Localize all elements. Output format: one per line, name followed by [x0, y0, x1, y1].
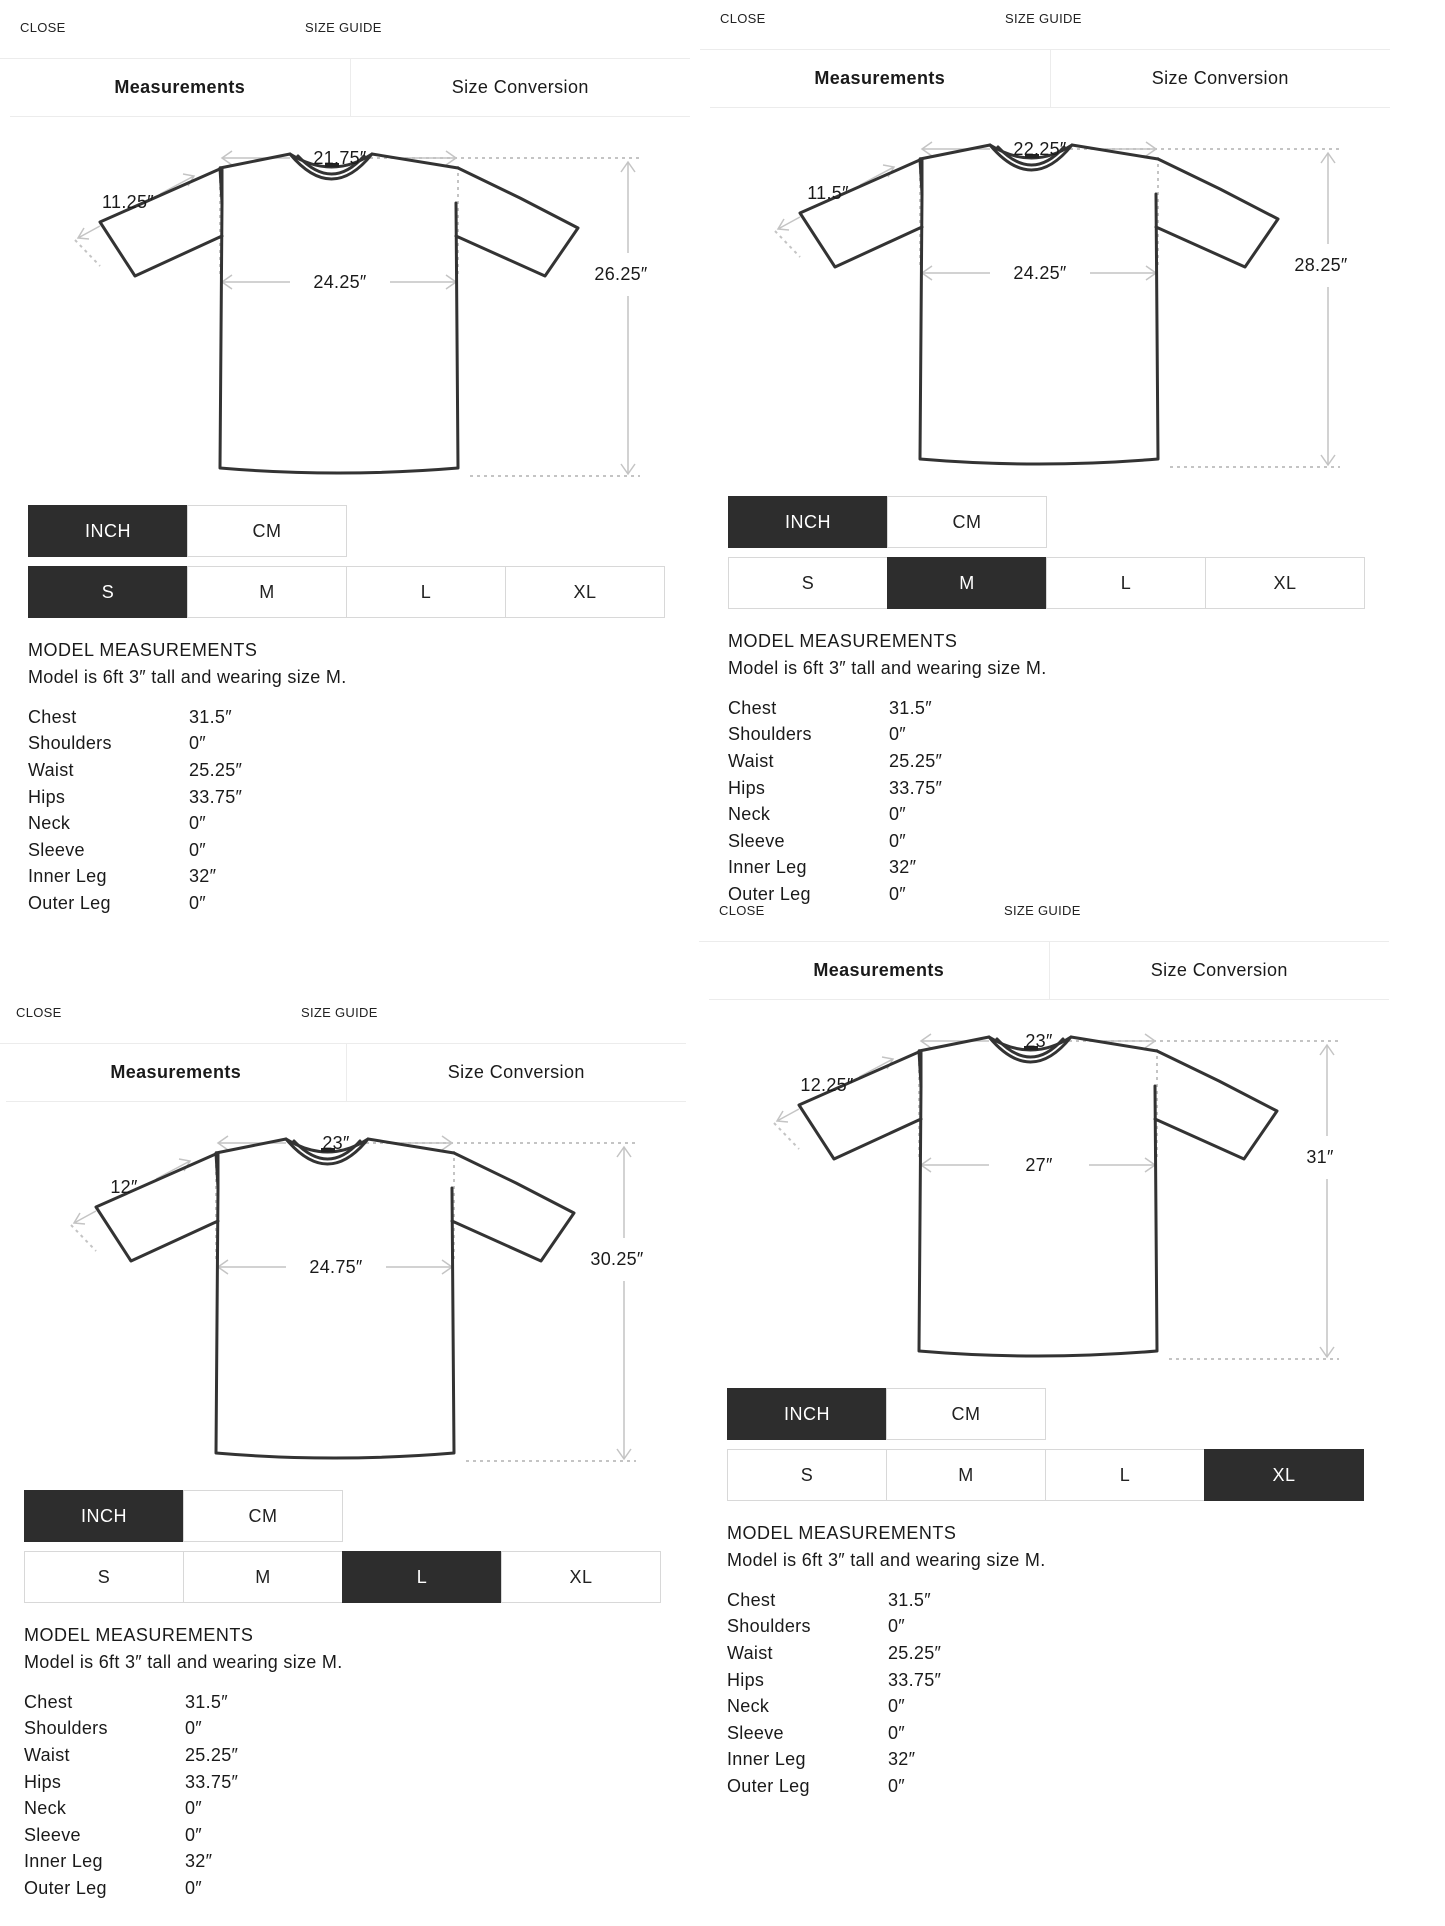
measurement-value: 0″ [888, 1722, 905, 1743]
size-m-button[interactable]: M [886, 1449, 1046, 1501]
measurement-value: 33.75″ [888, 1669, 942, 1690]
measurement-row [727, 1720, 1327, 1747]
measurement-value: 0″ [889, 883, 906, 904]
measurement-label: Hips [24, 1771, 62, 1792]
size-xl-button[interactable]: XL [1204, 1449, 1364, 1501]
measurement-label: Chest [28, 706, 77, 727]
unit-toggle [728, 496, 1047, 548]
chest-measurement: 24.75″ [309, 1257, 363, 1277]
measurement-value: 0″ [889, 724, 906, 745]
size-guide-title: SIZE GUIDE [305, 20, 382, 35]
size-xl-button[interactable]: XL [505, 566, 665, 618]
model-description: Model is 6ft 3″ tall and wearing size M. [728, 658, 1047, 678]
measurement-value: 0″ [185, 1718, 202, 1739]
measurement-row [28, 757, 628, 784]
size-guide-header [700, 0, 1390, 50]
size-l-button[interactable]: L [1045, 1449, 1205, 1501]
measurement-row [728, 722, 1328, 749]
measurement-label: Hips [728, 777, 766, 798]
close-button[interactable]: CLOSE [719, 903, 765, 918]
model-measurements-title: MODEL MEASUREMENTS [727, 1523, 957, 1543]
sleeve-measurement: 12″ [110, 1177, 138, 1197]
length-measurement: 26.25″ [594, 264, 648, 284]
size-s-button[interactable]: S [728, 557, 888, 609]
measurement-label: Inner Leg [24, 1851, 103, 1872]
garment-diagram [700, 109, 1390, 479]
tshirt-outline-icon [700, 109, 1390, 479]
chest-measurement: 27″ [1025, 1155, 1053, 1175]
model-measurements-table [727, 1587, 1327, 1800]
measurement-row [28, 837, 628, 864]
measurement-value: 32″ [888, 1749, 916, 1770]
measurement-label: Outer Leg [728, 883, 811, 904]
measurement-value: 0″ [889, 830, 906, 851]
measurement-value: 31.5″ [185, 1691, 228, 1712]
unit-inch-button[interactable]: INCH [728, 496, 888, 548]
unit-toggle [28, 505, 347, 557]
size-guide-header [0, 985, 686, 1044]
size-selector [728, 557, 1365, 609]
model-description: Model is 6ft 3″ tall and wearing size M. [24, 1652, 343, 1672]
measurement-label: Inner Leg [728, 857, 807, 878]
shoulder-measurement: 21.75″ [313, 148, 367, 168]
chest-measurement: 24.25″ [1013, 263, 1067, 283]
measurement-value: 0″ [189, 813, 206, 834]
tab-size-conversion[interactable]: Size Conversion [1049, 941, 1390, 999]
measurement-label: Hips [28, 786, 66, 807]
unit-cm-button[interactable]: CM [887, 496, 1047, 548]
measurement-row [727, 1614, 1327, 1641]
measurement-row [728, 748, 1328, 775]
measurement-label: Outer Leg [28, 892, 111, 913]
measurement-row [727, 1667, 1327, 1694]
measurement-value: 0″ [888, 1616, 905, 1637]
length-measurement: 28.25″ [1294, 255, 1348, 275]
measurement-row [727, 1693, 1327, 1720]
model-measurements-table [28, 704, 628, 917]
model-measurements [727, 1523, 1327, 1800]
unit-inch-button[interactable]: INCH [727, 1388, 887, 1440]
measurement-row [727, 1747, 1327, 1774]
shoulder-measurement: 23″ [1025, 1031, 1053, 1051]
measurement-value: 32″ [189, 866, 217, 887]
garment-diagram [699, 1001, 1389, 1371]
measurement-label: Neck [24, 1798, 67, 1819]
size-m-button[interactable]: M [183, 1551, 343, 1603]
measurement-label: Inner Leg [28, 866, 107, 887]
measurement-row [728, 801, 1328, 828]
sleeve-measurement: 11.25″ [102, 192, 154, 212]
size-l-button[interactable]: L [342, 1551, 502, 1603]
measurement-row [28, 890, 628, 917]
measurement-label: Shoulders [728, 724, 812, 745]
guide-tabs [6, 1043, 686, 1102]
measurement-value: 0″ [185, 1798, 202, 1819]
measurement-row [24, 1875, 624, 1902]
garment-diagram [0, 118, 690, 488]
measurement-value: 0″ [888, 1775, 905, 1796]
unit-cm-button[interactable]: CM [183, 1490, 343, 1542]
length-measurement: 31″ [1306, 1147, 1334, 1167]
tab-size-conversion[interactable]: Size Conversion [346, 1043, 687, 1101]
sleeve-measurement: 11.5″ [807, 183, 849, 203]
model-description: Model is 6ft 3″ tall and wearing size M. [28, 667, 347, 687]
size-guide-title: SIZE GUIDE [1005, 11, 1082, 26]
measurement-label: Waist [28, 759, 74, 780]
size-m-button[interactable]: M [187, 566, 347, 618]
measurement-label: Sleeve [24, 1824, 81, 1845]
size-xl-button[interactable]: XL [1205, 557, 1365, 609]
measurement-value: 0″ [185, 1877, 202, 1898]
measurement-label: Inner Leg [727, 1749, 806, 1770]
tab-measurements[interactable]: Measurements [814, 67, 946, 88]
measurement-value: 0″ [185, 1824, 202, 1845]
measurement-label: Shoulders [28, 733, 112, 754]
measurement-value: 33.75″ [185, 1771, 239, 1792]
measurement-value: 31.5″ [888, 1589, 931, 1610]
model-measurements [28, 640, 628, 917]
model-measurements-title: MODEL MEASUREMENTS [728, 631, 958, 651]
size-m-button[interactable]: M [887, 557, 1047, 609]
tab-measurements[interactable]: Measurements [813, 959, 945, 980]
size-guide-title: SIZE GUIDE [1004, 903, 1081, 918]
measurement-label: Outer Leg [24, 1877, 107, 1898]
measurement-row [727, 1640, 1327, 1667]
measurement-row [24, 1716, 624, 1743]
measurement-value: 33.75″ [189, 786, 243, 807]
shoulder-measurement: 22.25″ [1013, 139, 1067, 159]
shoulder-measurement: 23″ [322, 1133, 350, 1153]
measurement-label: Sleeve [28, 839, 85, 860]
guide-tabs [709, 941, 1389, 1000]
measurement-label: Chest [728, 697, 777, 718]
model-measurements-table [728, 695, 1328, 908]
measurement-row [24, 1742, 624, 1769]
measurement-value: 0″ [888, 1696, 905, 1717]
measurement-label: Outer Leg [727, 1775, 810, 1796]
model-measurements [728, 631, 1328, 908]
measurement-label: Waist [727, 1642, 773, 1663]
garment-diagram [0, 1103, 686, 1473]
measurement-value: 32″ [185, 1851, 213, 1872]
measurement-label: Waist [728, 750, 774, 771]
measurement-label: Neck [728, 804, 771, 825]
tshirt-outline-icon [0, 118, 690, 488]
measurement-value: 31.5″ [889, 697, 932, 718]
size-xl-button[interactable]: XL [501, 1551, 661, 1603]
tshirt-outline-icon [0, 1103, 686, 1473]
measurement-value: 0″ [889, 804, 906, 825]
measurement-value: 33.75″ [889, 777, 943, 798]
measurement-label: Waist [24, 1744, 70, 1765]
measurement-row [28, 864, 628, 891]
measurement-row [727, 1773, 1327, 1800]
sleeve-measurement: 12.25″ [800, 1075, 854, 1095]
measurement-label: Chest [727, 1589, 776, 1610]
close-button[interactable]: CLOSE [20, 20, 66, 35]
measurement-value: 0″ [189, 839, 206, 860]
measurement-value: 25.25″ [889, 750, 943, 771]
measurement-row [728, 855, 1328, 882]
measurement-label: Shoulders [24, 1718, 108, 1739]
measurement-label: Shoulders [727, 1616, 811, 1637]
measurement-row [24, 1849, 624, 1876]
measurement-row [28, 784, 628, 811]
measurement-row [24, 1822, 624, 1849]
measurement-label: Neck [727, 1696, 770, 1717]
tab-measurements[interactable]: Measurements [114, 76, 246, 97]
model-measurements-table [24, 1689, 624, 1902]
size-guide-header [699, 883, 1389, 942]
size-s-button[interactable]: S [727, 1449, 887, 1501]
size-s-button[interactable]: S [24, 1551, 184, 1603]
unit-toggle [727, 1388, 1046, 1440]
chest-measurement: 24.25″ [313, 272, 367, 292]
guide-tabs [10, 58, 690, 117]
model-description: Model is 6ft 3″ tall and wearing size M. [727, 1550, 1046, 1570]
measurement-row [727, 1587, 1327, 1614]
measurement-value: 25.25″ [185, 1744, 239, 1765]
measurement-label: Neck [28, 813, 71, 834]
size-s-button[interactable]: S [28, 566, 188, 618]
length-measurement: 30.25″ [590, 1249, 644, 1269]
size-selector [24, 1551, 661, 1603]
measurement-row [28, 810, 628, 837]
measurement-row [28, 731, 628, 758]
close-button[interactable]: CLOSE [720, 11, 766, 26]
size-selector [727, 1449, 1364, 1501]
model-measurements [24, 1625, 624, 1902]
tab-size-conversion[interactable]: Size Conversion [350, 58, 691, 116]
size-selector [28, 566, 665, 618]
measurement-row [24, 1769, 624, 1796]
measurement-value: 25.25″ [888, 1642, 942, 1663]
measurement-row [24, 1795, 624, 1822]
unit-cm-button[interactable]: CM [187, 505, 347, 557]
measurement-value: 0″ [189, 733, 206, 754]
tab-measurements[interactable]: Measurements [110, 1061, 242, 1082]
measurement-row [24, 1689, 624, 1716]
tab-size-conversion[interactable]: Size Conversion [1050, 49, 1391, 107]
model-measurements-title: MODEL MEASUREMENTS [24, 1625, 254, 1645]
guide-tabs [710, 49, 1390, 108]
unit-cm-button[interactable]: CM [886, 1388, 1046, 1440]
size-l-button[interactable]: L [1046, 557, 1206, 609]
measurement-row [728, 775, 1328, 802]
measurement-label: Hips [727, 1669, 765, 1690]
unit-inch-button[interactable]: INCH [28, 505, 188, 557]
measurement-label: Sleeve [727, 1722, 784, 1743]
measurement-value: 31.5″ [189, 706, 232, 727]
measurement-value: 0″ [189, 892, 206, 913]
unit-toggle [24, 1490, 343, 1542]
measurement-label: Sleeve [728, 830, 785, 851]
measurement-label: Chest [24, 1691, 73, 1712]
size-l-button[interactable]: L [346, 566, 506, 618]
close-button[interactable]: CLOSE [16, 1005, 62, 1020]
size-guide-title: SIZE GUIDE [301, 1005, 378, 1020]
unit-inch-button[interactable]: INCH [24, 1490, 184, 1542]
size-guide-header [0, 0, 690, 59]
measurement-row [28, 704, 628, 731]
tshirt-outline-icon [699, 1001, 1389, 1371]
measurement-value: 32″ [889, 857, 917, 878]
measurement-value: 25.25″ [189, 759, 243, 780]
measurement-row [728, 695, 1328, 722]
measurement-row [728, 828, 1328, 855]
model-measurements-title: MODEL MEASUREMENTS [28, 640, 258, 660]
